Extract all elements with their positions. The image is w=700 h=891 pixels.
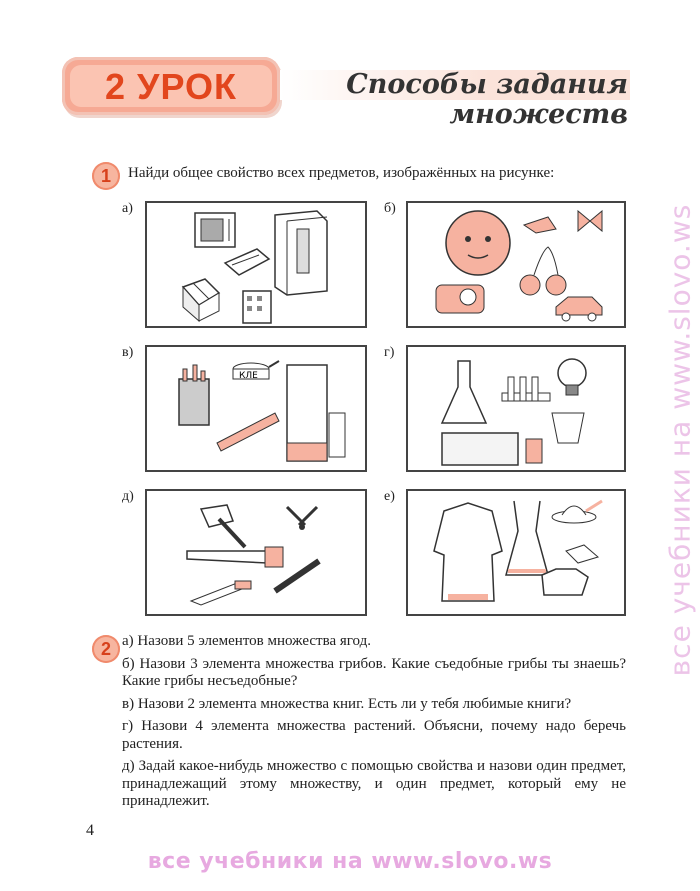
picture-g-label: г): [384, 345, 395, 360]
clothing-picture: [406, 489, 626, 616]
orange-colored-items-icon: [408, 203, 628, 330]
tools-icon: [147, 491, 369, 618]
task-2-list: [122, 633, 626, 816]
cylinder-shaped-items-picture: [145, 345, 367, 472]
title-line-1: Способы задания: [346, 69, 628, 100]
task-2-item-a: а) Назови 5 элементов множества ягод.: [122, 633, 371, 649]
page-number: 4: [86, 822, 94, 839]
tools-picture: [145, 489, 367, 616]
lesson-badge: [62, 57, 280, 115]
title-line-2: множеств: [449, 99, 628, 130]
task-1-number: 1: [92, 162, 120, 190]
task-2-number: 2: [92, 635, 120, 663]
task-1-text: Найди общее свойство всех предметов, изображённых на рисунке:: [128, 165, 555, 181]
picture-b-label: б): [384, 201, 396, 216]
page-title: [346, 70, 628, 130]
task-2-item-v: в) Назови 2 элемента множества книг. Есть ли у тебя любимые книги?: [122, 695, 572, 712]
glass-items-picture: [406, 345, 626, 472]
can-label: КЛЕ: [239, 371, 258, 381]
watermark-side: все учебники на www.slovo.ws: [663, 203, 697, 677]
clothing-icon: [408, 491, 628, 618]
task-2-item-b: б) Назови 3 элемента множества грибов. Какие съедобные грибы ты знаешь? Какие грибы несъедобные?: [122, 655, 626, 689]
task-2-item-g: г) Назови 4 элемента множества растений. Объясни, почему надо беречь растения.: [122, 718, 626, 752]
picture-a-label: а): [122, 201, 133, 216]
picture-v-label: в): [122, 345, 134, 360]
household-items-icon: [147, 203, 369, 330]
picture-e-label: е): [384, 489, 395, 504]
glass-items-icon: [408, 347, 628, 474]
picture-d-label: д): [122, 489, 134, 504]
household-items-picture: [145, 201, 367, 328]
lesson-label: 2 УРОК: [105, 66, 237, 107]
task-2-item-d: д) Задай какое-нибудь множество с помощью свойства и назови один предмет, принадлежащий этому множеству, и один предмет, который ему не принадлежит.: [122, 758, 626, 809]
orange-colored-items-picture: [406, 201, 626, 328]
cylinder-shaped-items-icon: [147, 347, 369, 474]
watermark-bottom: все учебники на www.slovo.ws: [147, 849, 553, 874]
